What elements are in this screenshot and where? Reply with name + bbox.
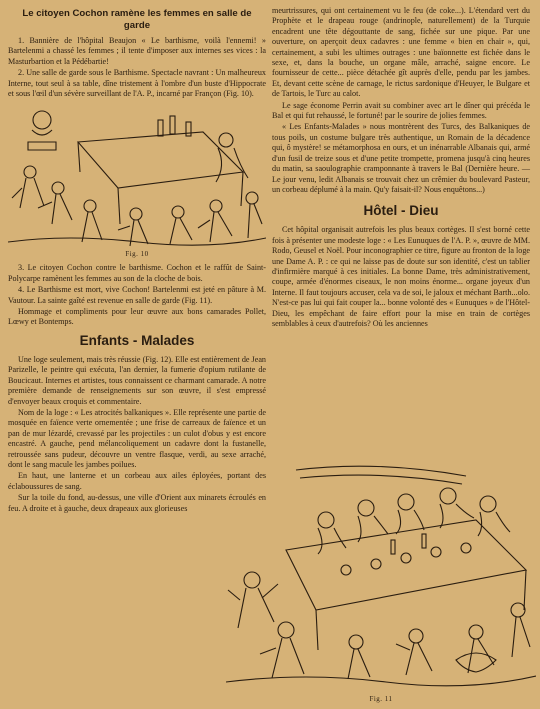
figure-11-illustration	[226, 460, 536, 692]
section-title-enfants-malades: Enfants - Malades	[79, 332, 195, 348]
figure-10-caption: Fig. 10	[125, 250, 149, 259]
left-column	[8, 6, 266, 515]
paragraph: 1. Bannière de l'hôpital Beaujon « Le barthisme, voilà l'ennemi! » Bartelenmi a chassé les femmes ; il tente d'imposer aux internes ses vices : la Masturbartion et la Pédébartie!	[8, 36, 266, 66]
paragraph: « Les Enfants-Malades » nous montrèrent des Turcs, des Balkaniques de tous poils, un costume bulgare très authentique, un Romain de la décadence qui, ô mystère! se métamorphosa en ours, et un inénarrable Albanais qui, armé d'un fusil de treize sous et d'une petite trompette, promena jusqu'à cinq heures du matin, sa saoulographie cramponnante à travers le Bal (Dernière heure. — Le jour venu, ledit Albanais se trouvait chez un crêmier du boulevard Pasteur, un corbeau déplumé à la main. Qu'y faisait-il? Nous enquêtons...)	[272, 122, 530, 194]
right-column	[272, 6, 530, 330]
paragraph: Une loge seulement, mais très réussie (Fig. 12). Elle est entièrement de Jean Parizelle, le peintre qui exécuta, l'an dernier, la fumerie d'opium rutilante de Boucicaut. Internes et artistes, tous connaissent ce charmant camarade. A notre première demande de renseignements sur son œuvre, il s'est empressé d'envoyer beaux croquis et commentaire.	[8, 354, 266, 406]
figure-11-caption: Fig. 11	[369, 695, 393, 703]
paragraph: Hommage et compliments pour leur œuvre aux bons camarades Pollet, Lœwy et Bontemps.	[8, 307, 266, 327]
paragraph: meurtrissures, qui ont certainement vu le feu (de coke...). L'étendard vert du Prophète et le drapeau rouge (andrinople, naturellement) de la Turquie encadrent une tête dégouttante de sang, fichée sur une pique. Par une ouverture, on aperçoit deux cadavres : une femme « bien en chair », qui, certainement, a subi les ultimes outrages : une baïonnette est fichée dans le sexe, et, dans la bouche, un organe mâle, arraché, saigne encore. Le fournisseur de cette... pièce détachée gît auprès d'elle, pendu par les jambes. Et, devant cette scène de carnage, le rictus sardonique d'Heuyer, le Bulgare et de Tartois, le Turc au calot.	[272, 6, 530, 99]
paragraph: Cet hôpital organisait autrefois les plus beaux cortèges. Il s'est borné cette fois à présenter une modeste loge : « Les Eunuques de l'A. P. », œuvre de MM. Rodo, Geusel et Noël. Pour inconographier ce titre, figure au fronton de la loge une Dame A. P. : ce qui ne laisse pas de doute sur son identité, c'est un tablier d'infirmière marqué à ces initiales. La bonne Dame, très administrativement, coupe, armée d'énormes ciseaux, le non moins énorme... organe joyeux d'un Interne. Il faut toujours accuser, cela va de soi, le jaloux et méchant Barth...olo. N'est-ce pas lui qui fait couper la... bonne volonté des « Eunuques » de l'Hôtel-Dieu, les empêchant de faire effort pour la mise en train de cortèges semblables à ceux d'autrefois? Où les anciennes	[272, 225, 530, 328]
paragraph: 4. Le Barthisme est mort, vive Cochon! Bartelenmi est jeté en pâture à M. Vautour. La sainte gaîté est revenue en salle de garde (Fig. 11).	[8, 285, 266, 305]
section-title-hotel-dieu: Hôtel - Dieu	[363, 203, 439, 219]
figure-10	[8, 102, 266, 259]
paragraph: 3. Le citoyen Cochon contre le barthisme. Cochon et le raffût de Saint-Polycarpe ramènent les femmes au son de la cloche de bois.	[8, 263, 266, 283]
figure-10-illustration	[8, 102, 266, 248]
paragraph: 2. Une salle de garde sous le Barthisme. Spectacle navrant : Un malheureux Interne, tout seul à sa table, dîne tristement à l'ombre d'un buste d'Hippocrate et sous l'œil d'un sévère surveillant de l'A. P., incarné par Françon (Fig. 10).	[8, 68, 266, 99]
paragraph: En haut, une lanterne et un corbeau aux ailes éployées, portant des éclaboussures de sang.	[8, 471, 266, 491]
section-title-cochon: Le citoyen Cochon ramène les femmes en salle de garde	[22, 8, 252, 31]
paragraph: Sur la toile du fond, au-dessus, une ville d'Orient aux minarets écroulés en feu. A droite et à gauche, deux drapeaux aux glorieuses	[8, 493, 266, 513]
paragraph: Nom de la loge : « Les atrocités balkaniques ». Elle représente une partie de mosquée en faïence verte ornementée ; une frise de carreaux de faïence et un pan de mur lézardé, crevassé par les projectiles : un culot d'obus y est encore encastré. A gauche, pend mélancoliquement un cadavre dont la fustanelle, retroussée sans pudeur, découvre un ventre flasque, verdi, au sexe arraché, dont le sang macule les jambes poilues.	[8, 407, 266, 469]
paragraph: Le sage économe Perrin avait su combiner avec art le dîner qui précéda le Bal et qui fut rehaussé, le fortuné! par le sourire de jolies femmes.	[272, 100, 530, 121]
figure-11	[226, 460, 536, 705]
